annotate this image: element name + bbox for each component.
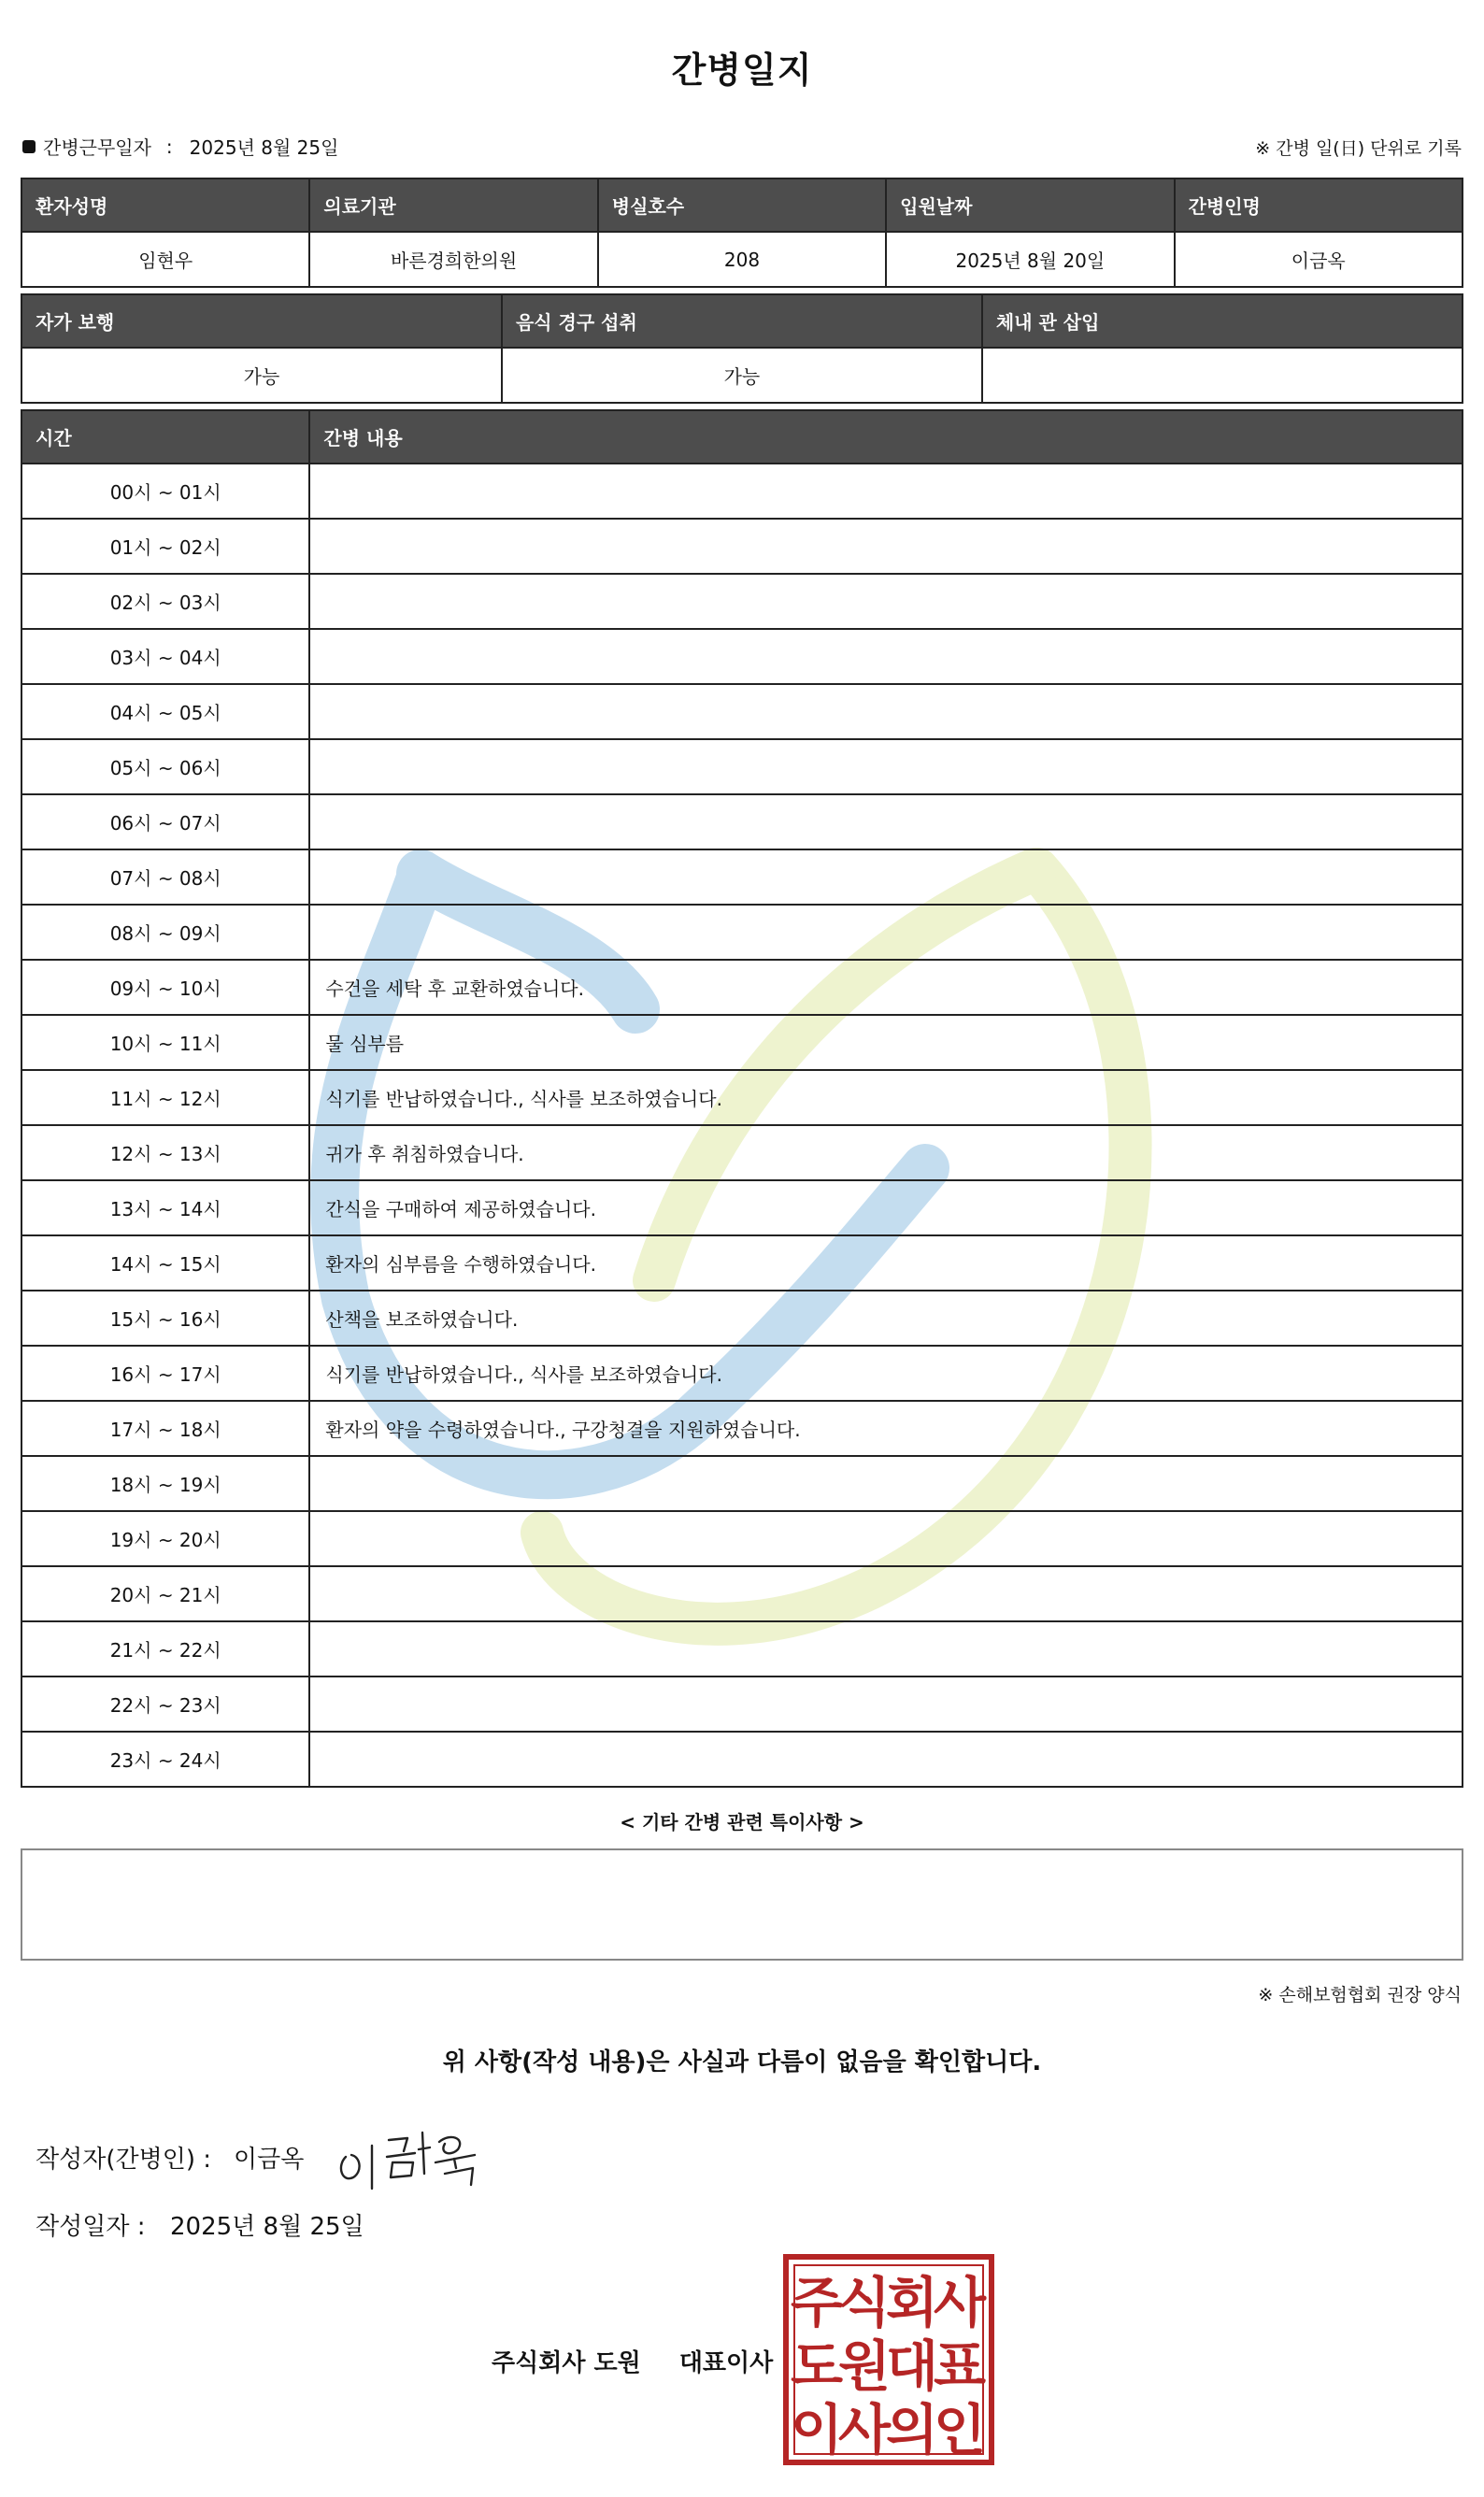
work-date-label: 간병근무일자 bbox=[43, 136, 151, 159]
time-cell: 15시 ~ 16시 bbox=[21, 1291, 309, 1346]
care-content-cell bbox=[309, 1511, 1463, 1566]
table-row bbox=[21, 464, 1463, 519]
header-care-content: 간병 내용 bbox=[309, 410, 1463, 464]
company-name: 주식회사 도원 bbox=[492, 2349, 641, 2377]
header-institution: 의료기관 bbox=[309, 178, 597, 232]
table-row bbox=[21, 1732, 1463, 1787]
date-value: 2025년 8월 25일 bbox=[170, 2213, 364, 2241]
header-admission-date: 입원날짜 bbox=[886, 178, 1174, 232]
table-row bbox=[21, 905, 1463, 960]
care-content-cell: 물 심부름 bbox=[309, 1015, 1463, 1070]
table-row bbox=[21, 1015, 1463, 1070]
form-note: ※ 손해보험협회 권장 양식 bbox=[1258, 1985, 1462, 2005]
date-label: 작성일자 : bbox=[36, 2213, 146, 2241]
header-self-walking: 자가 보행 bbox=[21, 294, 502, 348]
header-time: 시간 bbox=[21, 410, 309, 464]
table-row bbox=[21, 1566, 1463, 1621]
seal-character: 이 bbox=[790, 2398, 844, 2461]
care-content-cell bbox=[309, 849, 1463, 905]
table-row bbox=[21, 574, 1463, 629]
writer-name: 이금옥 bbox=[234, 2146, 305, 2174]
seal-character: 사 bbox=[837, 2398, 892, 2461]
time-cell: 02시 ~ 03시 bbox=[21, 574, 309, 629]
care-content-cell: 산책을 보조하였습니다. bbox=[309, 1291, 1463, 1346]
oral-intake-value: 가능 bbox=[502, 348, 982, 403]
table-row bbox=[21, 1677, 1463, 1732]
care-content-cell bbox=[309, 519, 1463, 574]
document-title: 간병일지 bbox=[671, 50, 813, 91]
care-content-cell: 환자의 약을 수령하였습니다., 구강청결을 지원하였습니다. bbox=[309, 1401, 1463, 1456]
company-role: 대표이사 bbox=[678, 2349, 774, 2377]
table-row bbox=[21, 794, 1463, 849]
date-row bbox=[36, 2207, 364, 2242]
time-cell: 12시 ~ 13시 bbox=[21, 1125, 309, 1180]
table-row bbox=[21, 684, 1463, 739]
header-room-number: 병실호수 bbox=[598, 178, 886, 232]
care-content-cell bbox=[309, 1566, 1463, 1621]
care-content-cell: 간식을 구매하여 제공하였습니다. bbox=[309, 1180, 1463, 1235]
header-caregiver-name: 간병인명 bbox=[1175, 178, 1463, 232]
seal-character: 사 bbox=[933, 2271, 987, 2334]
table-row bbox=[21, 1346, 1463, 1401]
care-content-cell bbox=[309, 739, 1463, 794]
care-content-cell: 식기를 반납하였습니다., 식사를 보조하였습니다. bbox=[309, 1346, 1463, 1401]
institution: 바른경희한의원 bbox=[309, 232, 597, 287]
table-row bbox=[21, 1291, 1463, 1346]
time-cell: 17시 ~ 18시 bbox=[21, 1401, 309, 1456]
unit-note: ※ 간병 일(日) 단위로 기록 bbox=[1255, 138, 1462, 159]
time-cell: 00시 ~ 01시 bbox=[21, 464, 309, 519]
seal-character: 회 bbox=[885, 2271, 939, 2334]
seal-character: 원 bbox=[837, 2334, 892, 2398]
notes-box bbox=[21, 1848, 1463, 1961]
seal-character: 의 bbox=[885, 2398, 939, 2461]
seal-character: 대 bbox=[885, 2334, 939, 2398]
seal-character: 도 bbox=[790, 2334, 844, 2398]
confirmation-statement: 위 사항(작성 내용)은 사실과 다름이 없음을 확인합니다. bbox=[442, 2048, 1042, 2076]
caregiver-name: 이금옥 bbox=[1175, 232, 1463, 287]
time-cell: 20시 ~ 21시 bbox=[21, 1566, 309, 1621]
time-cell: 03시 ~ 04시 bbox=[21, 629, 309, 684]
care-content-cell bbox=[309, 1621, 1463, 1677]
table-row bbox=[21, 629, 1463, 684]
time-cell: 11시 ~ 12시 bbox=[21, 1070, 309, 1125]
table-row bbox=[21, 1456, 1463, 1511]
care-content-cell: 귀가 후 취침하였습니다. bbox=[309, 1125, 1463, 1180]
care-content-cell bbox=[309, 1732, 1463, 1787]
table-row bbox=[21, 1511, 1463, 1566]
work-date-separator: : bbox=[165, 135, 173, 158]
patient-info-table bbox=[21, 178, 1463, 288]
care-content-cell bbox=[309, 1677, 1463, 1732]
care-content-cell: 식기를 반납하였습니다., 식사를 보조하였습니다. bbox=[309, 1070, 1463, 1125]
table-row bbox=[21, 1401, 1463, 1456]
time-cell: 18시 ~ 19시 bbox=[21, 1456, 309, 1511]
care-content-cell bbox=[309, 794, 1463, 849]
admission-date: 2025년 8월 20일 bbox=[886, 232, 1174, 287]
work-date-value: 2025년 8월 25일 bbox=[189, 136, 339, 159]
care-content-cell bbox=[309, 905, 1463, 960]
table-row bbox=[21, 739, 1463, 794]
company-seal bbox=[783, 2254, 994, 2465]
patient-status-table bbox=[21, 293, 1463, 404]
care-content-cell bbox=[309, 629, 1463, 684]
room-number: 208 bbox=[598, 232, 886, 287]
time-cell: 19시 ~ 20시 bbox=[21, 1511, 309, 1566]
notes-title: < 기타 간병 관련 특이사항 > bbox=[620, 1811, 864, 1834]
work-date-row bbox=[22, 133, 338, 160]
table-row bbox=[21, 1235, 1463, 1291]
header-tube-insertion: 체내 관 삽입 bbox=[982, 294, 1463, 348]
care-content-cell bbox=[309, 684, 1463, 739]
care-log-table bbox=[21, 409, 1463, 1788]
time-cell: 16시 ~ 17시 bbox=[21, 1346, 309, 1401]
patient-name: 임현우 bbox=[21, 232, 309, 287]
time-cell: 21시 ~ 22시 bbox=[21, 1621, 309, 1677]
time-cell: 10시 ~ 11시 bbox=[21, 1015, 309, 1070]
writer-label: 작성자(간병인) : bbox=[36, 2146, 212, 2174]
table-row bbox=[21, 519, 1463, 574]
self-walking-value: 가능 bbox=[21, 348, 502, 403]
care-content-cell bbox=[309, 574, 1463, 629]
table-row bbox=[21, 1180, 1463, 1235]
care-content-cell bbox=[309, 464, 1463, 519]
time-cell: 06시 ~ 07시 bbox=[21, 794, 309, 849]
care-content-cell bbox=[309, 1456, 1463, 1511]
care-log-body bbox=[21, 464, 1463, 1787]
writer-row bbox=[36, 2140, 304, 2175]
header-patient-name: 환자성명 bbox=[21, 178, 309, 232]
time-cell: 09시 ~ 10시 bbox=[21, 960, 309, 1015]
handwritten-signature bbox=[335, 2119, 503, 2194]
care-content-cell: 수건을 세탁 후 교환하였습니다. bbox=[309, 960, 1463, 1015]
time-cell: 05시 ~ 06시 bbox=[21, 739, 309, 794]
seal-character: 식 bbox=[837, 2271, 892, 2334]
time-cell: 23시 ~ 24시 bbox=[21, 1732, 309, 1787]
time-cell: 14시 ~ 15시 bbox=[21, 1235, 309, 1291]
time-cell: 13시 ~ 14시 bbox=[21, 1180, 309, 1235]
time-cell: 04시 ~ 05시 bbox=[21, 684, 309, 739]
table-row bbox=[21, 1070, 1463, 1125]
company-line bbox=[492, 2344, 773, 2378]
time-cell: 22시 ~ 23시 bbox=[21, 1677, 309, 1732]
time-cell: 08시 ~ 09시 bbox=[21, 905, 309, 960]
seal-character: 표 bbox=[933, 2334, 987, 2398]
header-oral-intake: 음식 경구 섭취 bbox=[502, 294, 982, 348]
table-row bbox=[21, 1621, 1463, 1677]
care-content-cell: 환자의 심부름을 수행하였습니다. bbox=[309, 1235, 1463, 1291]
table-row bbox=[21, 849, 1463, 905]
tube-insertion-value bbox=[982, 348, 1463, 403]
time-cell: 07시 ~ 08시 bbox=[21, 849, 309, 905]
bullet-square-icon bbox=[22, 140, 36, 153]
table-row bbox=[21, 960, 1463, 1015]
seal-character: 인 bbox=[933, 2398, 987, 2461]
time-cell: 01시 ~ 02시 bbox=[21, 519, 309, 574]
table-row bbox=[21, 1125, 1463, 1180]
seal-character: 주 bbox=[790, 2271, 844, 2334]
